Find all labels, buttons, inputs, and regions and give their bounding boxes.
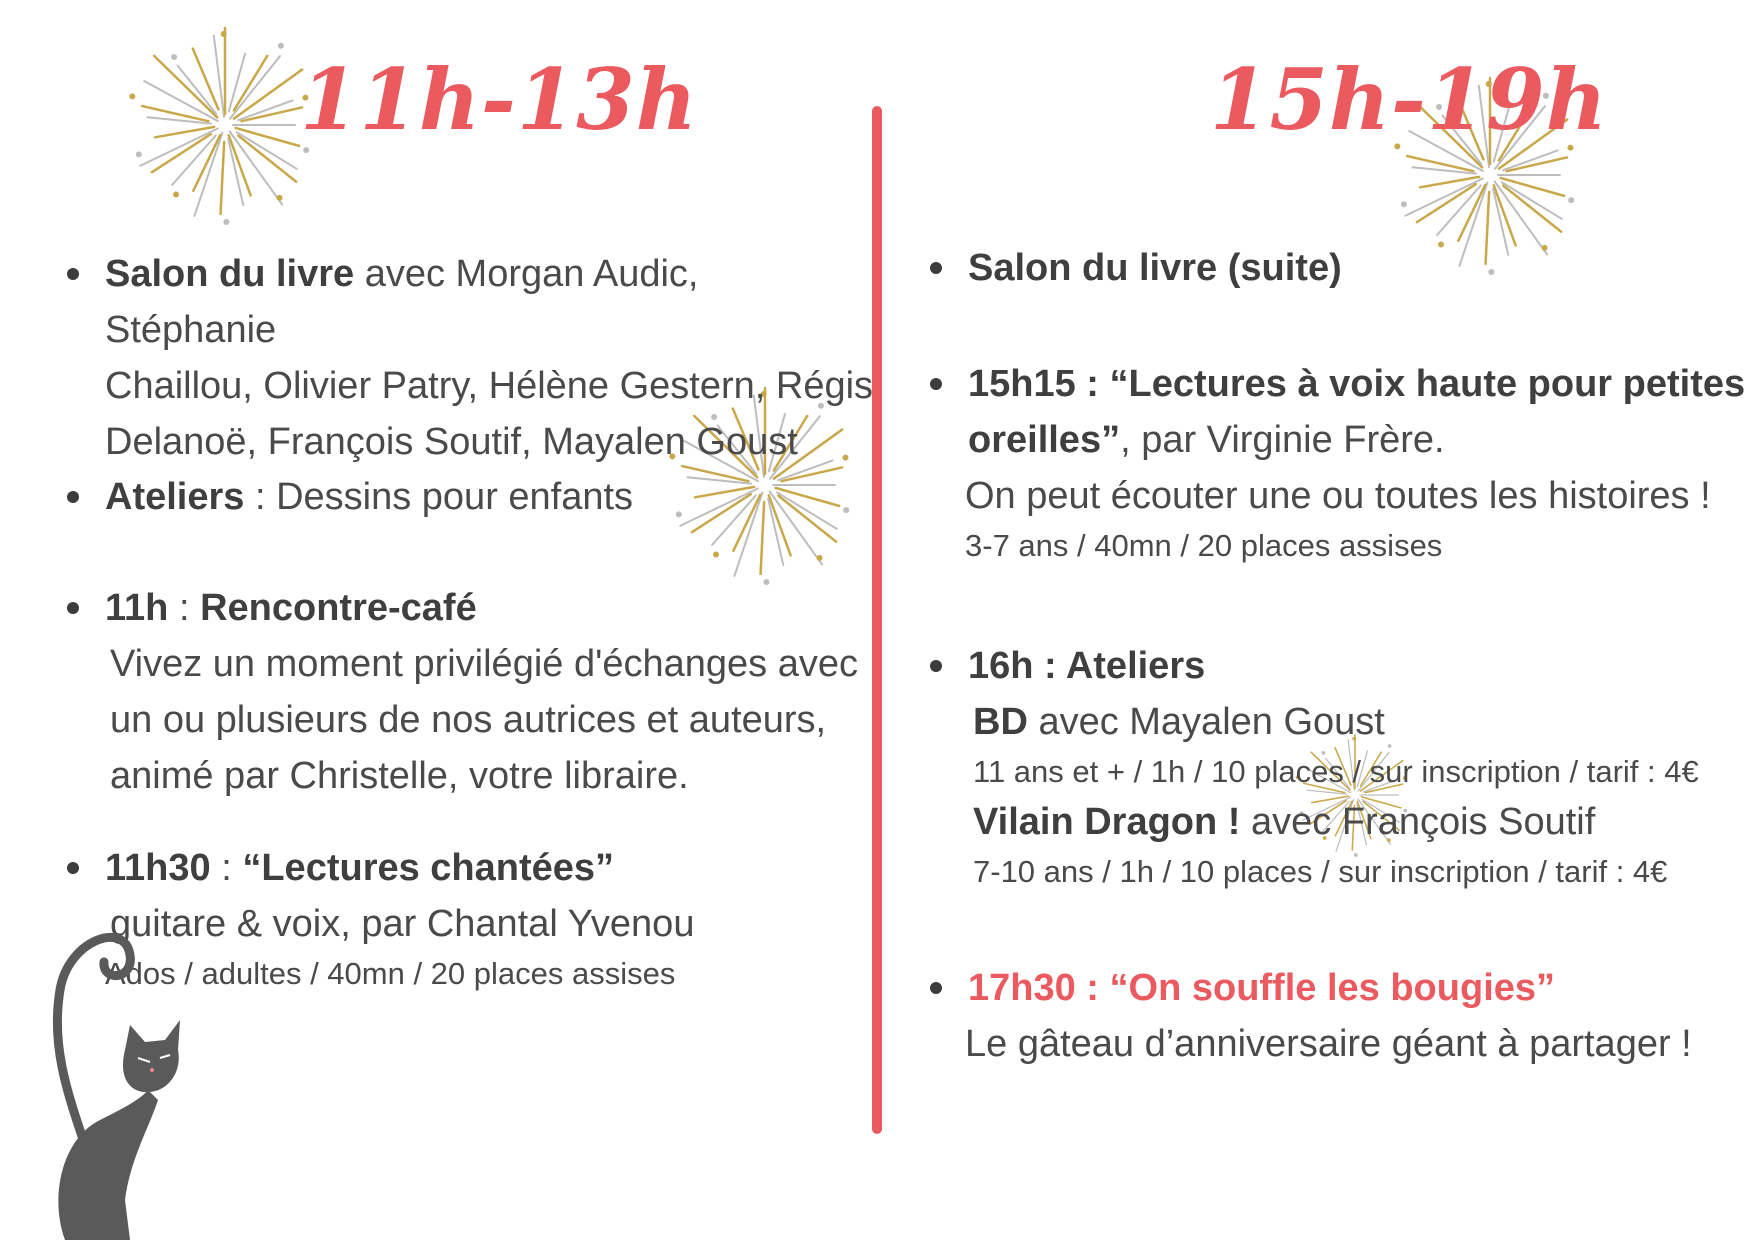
- firework-ray: [1486, 192, 1490, 264]
- firework-ray: [230, 56, 280, 119]
- item-details: 7-10 ans / 1h / 10 places / sur inscription / tarif : 4€: [973, 854, 1668, 889]
- firework-ray: [761, 502, 765, 574]
- item-details: Ados / adultes / 40mn / 20 places assises: [105, 956, 676, 991]
- firework-ray: [1420, 177, 1479, 187]
- firework-icon: [120, 20, 330, 230]
- bullet: [67, 268, 79, 280]
- list-item-lectures-chantees: [105, 840, 694, 996]
- item-text: un ou plusieurs de nos autrices et auteurs,: [110, 699, 827, 741]
- item-title: “Lectures chantées”: [242, 847, 615, 889]
- morning-heading: 11h-13h: [300, 50, 698, 149]
- firework-dot: [221, 31, 227, 37]
- firework-dot: [1401, 201, 1407, 207]
- item-details: 3-7 ans / 40mn / 20 places assises: [965, 528, 1443, 563]
- item-separator: :: [210, 847, 243, 889]
- bullet: [67, 602, 79, 614]
- list-item-bougies: [965, 960, 1692, 1072]
- firework-ray: [1507, 157, 1567, 171]
- item-text: , par Virginie Frère.: [1120, 419, 1445, 461]
- list-item-lectures-voix-haute: [965, 356, 1746, 568]
- item-title: Ateliers: [105, 476, 245, 518]
- list-item-ateliers-16h: [968, 638, 1699, 894]
- firework-dot: [173, 191, 179, 197]
- firework-ray: [142, 106, 208, 121]
- afternoon-heading: 15h-19h: [1210, 50, 1608, 149]
- item-title: Salon du livre: [105, 253, 355, 295]
- item-details: 11 ans et + / 1h / 10 places / sur inscription / tarif : 4€: [973, 754, 1699, 789]
- item-title: Salon du livre (suite): [968, 247, 1342, 289]
- firework-dot: [1542, 245, 1548, 251]
- bullet: [930, 660, 942, 672]
- firework-dot: [277, 195, 283, 201]
- item-title: 17h30 : “On souffle les bougies”: [968, 967, 1556, 1009]
- item-text: Chaillou, Olivier Patry, Hélène Gestern, Régis: [105, 365, 874, 407]
- item-text: avec François Soutif: [1240, 801, 1596, 843]
- bullet: [930, 982, 942, 994]
- item-title: oreilles”: [968, 419, 1121, 461]
- item-text: : Dessins pour enfants: [244, 476, 634, 518]
- firework-ray: [221, 142, 225, 214]
- firework-ray: [234, 56, 267, 111]
- firework-dot: [713, 551, 719, 557]
- item-title: 16h : Ateliers: [968, 645, 1206, 687]
- firework-ray: [770, 491, 823, 564]
- item-text: Le gâteau d’anniversaire géant à partager !: [965, 1023, 1692, 1065]
- item-text: animé par Christelle, votre libraire.: [110, 755, 689, 797]
- list-item-salon-suite: [968, 240, 1342, 296]
- item-time: 11h: [105, 587, 169, 629]
- firework-ray: [155, 127, 214, 137]
- item-title: 15h15 : “Lectures à voix haute pour petites: [968, 363, 1746, 405]
- item-text: Vivez un moment privilégié d'échanges avec: [110, 643, 858, 685]
- list-item-rencontre: [105, 580, 858, 804]
- item-text: Delanoë, François Soutif, Mayalen Goust: [105, 421, 798, 463]
- firework-dot: [278, 43, 284, 49]
- firework-dot: [1438, 241, 1444, 247]
- firework-ray: [1407, 156, 1473, 171]
- item-separator: :: [168, 587, 201, 629]
- firework-dot: [129, 93, 135, 99]
- sub-item-title: BD: [973, 701, 1028, 743]
- bullet: [67, 862, 79, 874]
- firework-ray: [1495, 181, 1548, 254]
- firework-dot: [843, 507, 849, 513]
- item-text: avec Mayalen Goust: [1027, 701, 1385, 743]
- list-item-salon: [105, 246, 880, 470]
- firework-dot: [171, 54, 177, 60]
- firework-dot: [817, 555, 823, 561]
- firework-dot: [676, 511, 682, 517]
- firework-ray: [1417, 184, 1476, 222]
- item-text: guitare & voix, par Chantal Yvenou: [110, 903, 695, 945]
- firework-ray: [692, 494, 751, 532]
- bullet: [67, 491, 79, 503]
- firework-ray: [230, 131, 283, 204]
- list-item-ateliers: [105, 469, 633, 525]
- bullet: [930, 378, 942, 390]
- firework-ray: [695, 487, 754, 497]
- firework-dot: [136, 151, 142, 157]
- firework-ray: [152, 134, 211, 172]
- item-text: avec Morgan Audic, Stéphanie: [105, 253, 699, 351]
- firework-dot: [1568, 197, 1574, 203]
- firework-dot: [1488, 269, 1494, 275]
- item-time: 11h30: [105, 847, 211, 889]
- bullet: [930, 262, 942, 274]
- firework-ray: [242, 107, 302, 121]
- item-text: On peut écouter une ou toutes les histoires !: [965, 475, 1711, 517]
- item-title: Rencontre-café: [200, 587, 477, 629]
- cat-illustration: [30, 900, 180, 1240]
- firework-dot: [223, 219, 229, 225]
- sub-item-title: Vilain Dragon !: [973, 801, 1241, 843]
